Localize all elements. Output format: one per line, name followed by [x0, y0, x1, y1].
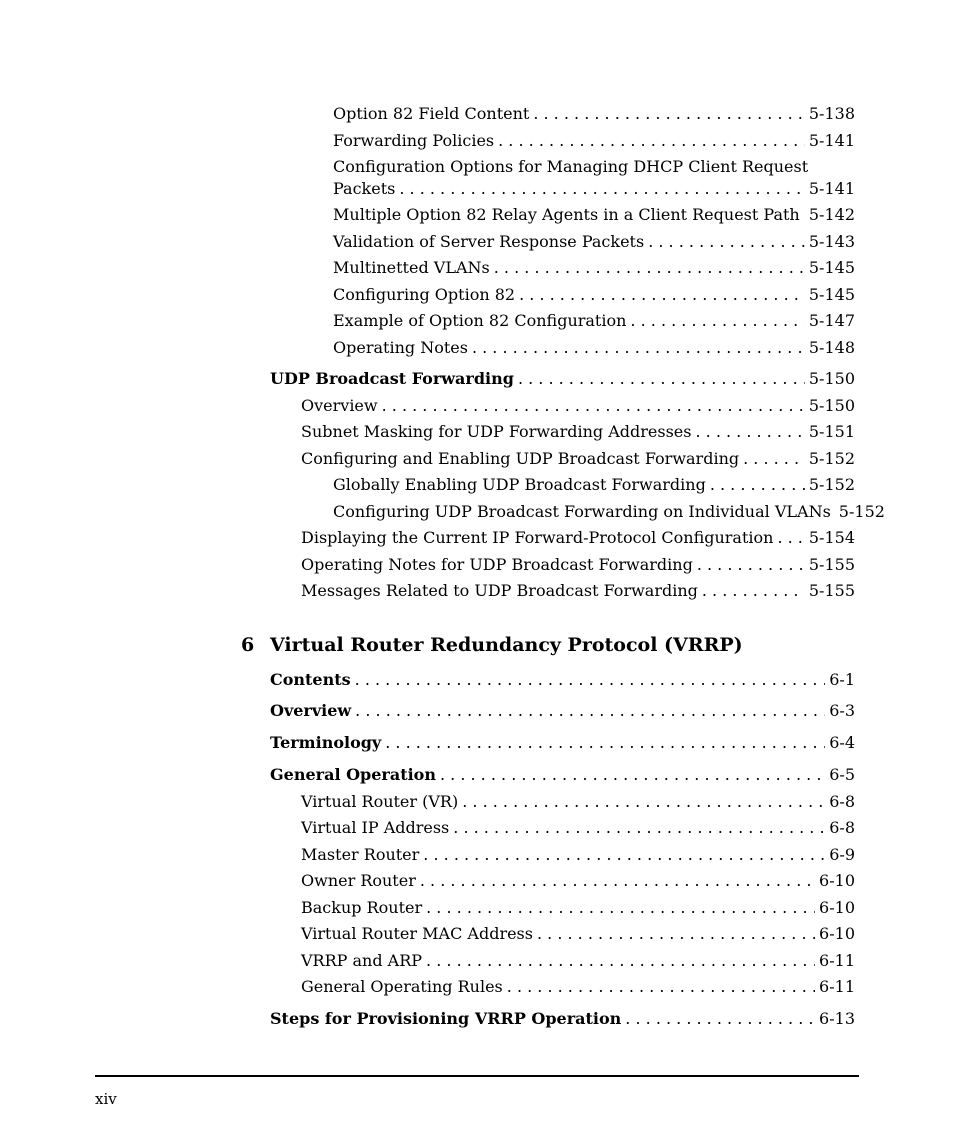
- toc-entry[interactable]: [270, 669, 855, 691]
- toc-entry-page: 5-151: [808, 422, 855, 441]
- footer-page-number: xiv: [95, 1090, 117, 1108]
- toc-entry-page: 5-152: [838, 502, 885, 521]
- toc-entry[interactable]: [333, 103, 855, 125]
- toc-entry-page: 6-3: [829, 701, 855, 720]
- toc-entry-title: General Operating Rules: [301, 977, 503, 996]
- toc-entry-page: 6-9: [829, 845, 855, 864]
- toc-entry[interactable]: [333, 474, 855, 496]
- toc-entry[interactable]: [333, 130, 855, 152]
- toc-leader-dots: [382, 395, 805, 417]
- toc-leader-dots: [625, 1008, 815, 1030]
- toc-entry-page: 5-152: [808, 475, 855, 494]
- toc-leader-dots: [462, 791, 825, 813]
- toc-entry-title: Overview: [301, 396, 378, 415]
- toc-entry-page: 5-138: [808, 104, 855, 123]
- toc-entry[interactable]: [301, 554, 855, 576]
- toc-leader-dots: [697, 554, 805, 576]
- toc-entry[interactable]: [301, 844, 855, 866]
- toc-entry-title: Forwarding Policies: [333, 131, 495, 150]
- toc-leader-dots: [507, 976, 815, 998]
- toc-entry-page: 6-11: [819, 977, 855, 996]
- toc-leader-dots: [518, 368, 805, 390]
- toc-entry-title: General Operation: [270, 765, 436, 784]
- toc-entry[interactable]: [301, 923, 855, 945]
- toc-entry-wrapped-line: Configuration Options for Managing DHCP Client Request: [333, 157, 809, 176]
- toc-entry[interactable]: [333, 257, 855, 279]
- toc-entry[interactable]: [301, 950, 855, 972]
- toc-entry-title: Backup Router: [301, 898, 423, 917]
- toc-entry-page: 6-10: [819, 898, 855, 917]
- toc-entry-page: 5-155: [808, 581, 855, 600]
- toc-entry[interactable]: [301, 870, 855, 892]
- toc-entry-page: 6-8: [829, 792, 855, 811]
- toc-entry[interactable]: [333, 178, 855, 200]
- toc-entry[interactable]: [333, 204, 855, 226]
- toc-entry[interactable]: [333, 310, 855, 332]
- toc-entry-title: Owner Router: [301, 871, 416, 890]
- chapter-heading: [241, 633, 743, 657]
- toc-entry-title: Configuring UDP Broadcast Forwarding on Individual VLANs: [333, 502, 831, 521]
- toc-leader-dots: [472, 337, 805, 359]
- toc-entry-title: Contents: [270, 670, 351, 689]
- toc-entry-title: Option 82 Field Content: [333, 104, 530, 123]
- toc-leader-dots: [533, 103, 805, 125]
- toc-entry-title: Displaying the Current IP Forward-Protocol Configuration: [301, 528, 774, 547]
- toc-entry-page: 5-143: [808, 232, 855, 251]
- toc-entry[interactable]: [270, 700, 855, 722]
- toc-entry[interactable]: [301, 897, 855, 919]
- toc-entry-title: Virtual IP Address: [301, 818, 450, 837]
- toc-entry[interactable]: [333, 284, 855, 306]
- toc-entry-title: Globally Enabling UDP Broadcast Forwarding: [333, 475, 706, 494]
- toc-leader-dots: [385, 732, 825, 754]
- toc-leader-dots: [537, 923, 815, 945]
- toc-entry[interactable]: [270, 1008, 855, 1030]
- toc-entry-page: 5-154: [808, 528, 855, 547]
- toc-entry-title: Steps for Provisioning VRRP Operation: [270, 1009, 622, 1028]
- toc-leader-dots: [519, 284, 805, 306]
- toc-entry[interactable]: [333, 231, 855, 253]
- toc-entry-page: 5-145: [808, 285, 855, 304]
- toc-leader-dots: [777, 527, 804, 549]
- toc-entry[interactable]: [270, 368, 855, 390]
- toc-entry-page: 5-142: [808, 205, 855, 224]
- toc-entry-page: 6-8: [829, 818, 855, 837]
- toc-entry[interactable]: [270, 764, 855, 786]
- toc-entry-title: Virtual Router MAC Address: [301, 924, 533, 943]
- toc-entry-page: 6-1: [829, 670, 855, 689]
- toc-entry-title: Operating Notes: [333, 338, 468, 357]
- toc-entry[interactable]: [333, 337, 855, 359]
- toc-leader-dots: [420, 870, 815, 892]
- toc-leader-dots: [426, 950, 815, 972]
- toc-entry-page: 5-155: [808, 555, 855, 574]
- toc-entry-page: 6-11: [819, 951, 855, 970]
- toc-entry[interactable]: [301, 421, 855, 443]
- toc-entry-page: 6-10: [819, 924, 855, 943]
- toc-entry-page: 5-150: [808, 369, 855, 388]
- toc-entry-title: Example of Option 82 Configuration: [333, 311, 627, 330]
- toc-leader-dots: [399, 178, 805, 200]
- toc-entry[interactable]: [333, 501, 885, 523]
- toc-entry-page: 6-10: [819, 871, 855, 890]
- toc-entry-page: 5-141: [808, 179, 855, 198]
- toc-leader-dots: [423, 844, 825, 866]
- toc-entry-title: Terminology: [270, 733, 382, 752]
- toc-entry-title: VRRP and ARP: [301, 951, 423, 970]
- toc-entry-page: 5-150: [808, 396, 855, 415]
- toc-entry-title: Operating Notes for UDP Broadcast Forwarding: [301, 555, 693, 574]
- toc-entry[interactable]: [301, 395, 855, 417]
- toc-entry-title: Multinetted VLANs: [333, 258, 490, 277]
- toc-entry[interactable]: [301, 580, 855, 602]
- toc-leader-dots: [702, 580, 805, 602]
- toc-entry-title: Master Router: [301, 845, 420, 864]
- chapter-title: Virtual Router Redundancy Protocol (VRRP): [270, 634, 743, 656]
- toc-entry-page: 5-148: [808, 338, 855, 357]
- toc-entry-title: Overview: [270, 701, 352, 720]
- toc-leader-dots: [498, 130, 805, 152]
- toc-entry-page: 6-4: [829, 733, 855, 752]
- toc-entry-title: Multiple Option 82 Relay Agents in a Client Request Path: [333, 205, 800, 224]
- footer-rule: [95, 1075, 859, 1077]
- toc-entry[interactable]: [301, 527, 855, 549]
- toc-entry[interactable]: [301, 817, 855, 839]
- toc-leader-dots: [630, 310, 804, 332]
- toc-entry[interactable]: [270, 732, 855, 754]
- toc-entry-title: Virtual Router (VR): [301, 792, 459, 811]
- toc-leader-dots: [695, 421, 804, 443]
- toc-entry-page: 5-141: [808, 131, 855, 150]
- toc-leader-dots: [440, 764, 825, 786]
- toc-leader-dots: [804, 204, 805, 226]
- toc-entry-title: Validation of Server Response Packets: [333, 232, 645, 251]
- toc-entry[interactable]: [301, 448, 855, 470]
- toc-entry-page: 6-5: [829, 765, 855, 784]
- toc-entry[interactable]: [301, 976, 855, 998]
- toc-entry-title: Messages Related to UDP Broadcast Forwarding: [301, 581, 698, 600]
- toc-entry-page: 6-13: [819, 1009, 855, 1028]
- toc-entry[interactable]: [301, 791, 855, 813]
- toc-leader-dots: [426, 897, 815, 919]
- toc-entry-page: 5-145: [808, 258, 855, 277]
- toc-leader-dots: [648, 231, 805, 253]
- toc-leader-dots: [355, 700, 825, 722]
- toc-entry-title: Subnet Masking for UDP Forwarding Addresses: [301, 422, 692, 441]
- toc-leader-dots: [453, 817, 825, 839]
- toc-leader-dots: [355, 669, 826, 691]
- toc-entry-title: Configuring Option 82: [333, 285, 516, 304]
- toc-leader-dots: [743, 448, 805, 470]
- toc-entry-title: Packets: [333, 179, 396, 198]
- toc-leader-dots: [710, 474, 805, 496]
- toc-entry-page: 5-147: [808, 311, 855, 330]
- chapter-number: 6: [241, 634, 255, 656]
- toc-entry-title: Configuring and Enabling UDP Broadcast Forwarding: [301, 449, 740, 468]
- toc-leader-dots: [494, 257, 805, 279]
- toc-entry-title: UDP Broadcast Forwarding: [270, 369, 514, 388]
- toc-entry-page: 5-152: [808, 449, 855, 468]
